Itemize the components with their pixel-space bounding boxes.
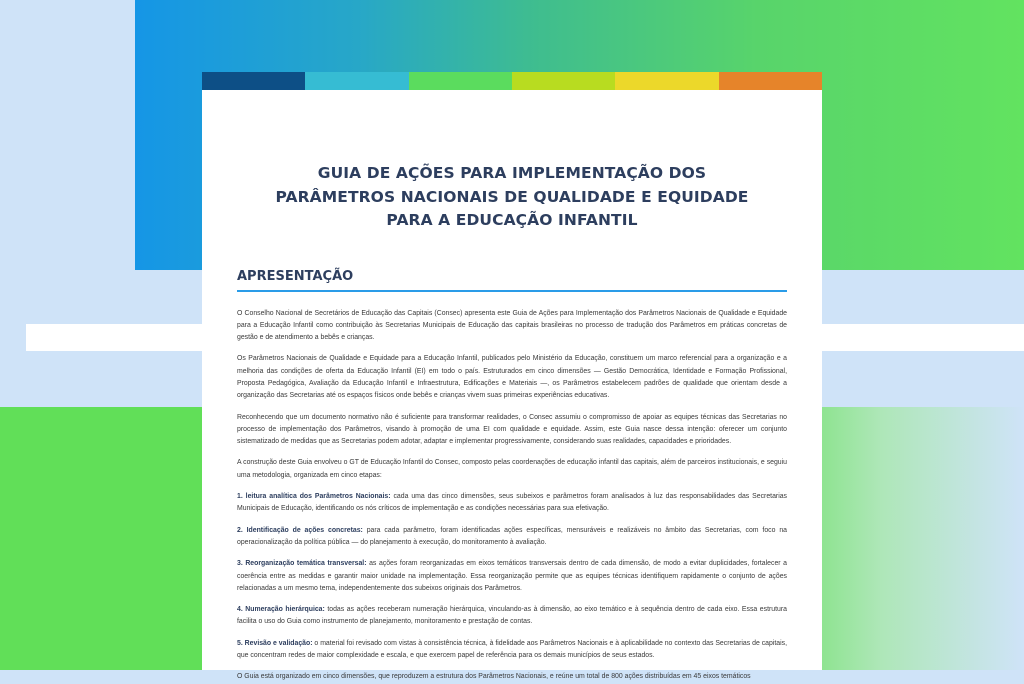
step-text: para cada parâmetro, foram identificadas ações específicas, mensuráveis e realizáveis no âmbito das Secretarias, com foco na operacionalização da política pública — do planejamento à execução, do monitoramento à avaliação. <box>237 526 787 546</box>
step-title: 3. Reorganização temática transversal: <box>237 560 367 568</box>
stripe-green <box>409 72 512 90</box>
stripe-yellow <box>615 72 718 90</box>
document-page <box>202 72 822 681</box>
section-heading: APRESENTAÇÃO <box>237 269 787 292</box>
methodology-step <box>237 604 787 629</box>
title-line: PARA A EDUCAÇÃO INFANTIL <box>386 211 638 229</box>
paragraph: Reconhecendo que um documento normativo não é suficiente para transformar realidades, o Consec assumiu o compromisso de apoiar as equipes técnicas das Secretarias no processo de implementação dos Parâmetros, visando à promoção de uma EI com qualidade e equidade. Assim, este Guia nasce dessa intenção: oferecer um conjunto sistematizado de medidas que as Secretarias podem adotar, adaptar e implementar progressivamente, considerando suas realidades, capacidades e prioridades. <box>237 413 787 446</box>
step-text: o material foi revisado com vistas à consistência técnica, à fidelidade aos Parâmetros Nacionais e à aplicabilidade no contexto das Secretarias de capitais, que concentram redes de maior complexidade e escala, e que exercem papel de referência para os demais municípios de seus estados. <box>237 639 787 660</box>
step-title: 5. Revisão e validação: <box>237 639 313 647</box>
stripe-cyan <box>305 72 408 90</box>
document-title <box>202 162 822 233</box>
step-text: as ações foram reorganizadas em eixos temáticos transversais dentro de cada dimensão, de modo a evitar duplicidades, fortalecer a coerência entre as medidas e garantir maior unidade na implementação. Essa reorganização permite que as equipes técnicas identifiquem rapidamente o conjunto de ações relacionadas a um mesmo tema, independentemente dos subeixos originais dos Parâmetros. <box>237 560 787 592</box>
paragraph: O Conselho Nacional de Secretários de Educação das Capitais (Consec) apresenta este Guia de Ações para Implementação dos Parâmetros Nacionais de Qualidade e Equidade para a Educação Infantil como contribuição às Secretarias Municipais de Educação das capitais brasileiras no processo de tradução dos Parâmetros em práticas concretas de gestão e de atendimento a bebês e crianças. <box>237 309 787 342</box>
step-title: 1. leitura analítica dos Parâmetros Nacionais: <box>237 493 391 501</box>
step-title: 2. Identificação de ações concretas: <box>237 526 363 534</box>
paragraph: A construção deste Guia envolveu o GT de Educação Infantil do Consec, composto pelas coordenações de educação infantil das capitais, além de parceiros institucionais, e seguiu uma metodologia, organizada em cinco etapas: <box>237 459 787 479</box>
methodology-step <box>237 491 787 516</box>
methodology-step <box>237 558 787 595</box>
title-line: PARÂMETROS NACIONAIS DE QUALIDADE E EQUIDADE <box>275 187 749 206</box>
stripe-orange <box>719 72 822 90</box>
methodology-step <box>237 638 787 663</box>
step-text: cada uma das cinco dimensões, seus subeixos e parâmetros foram analisados à luz das responsabilidades das Secretarias Municipais de Educação, identificando os nós críticos de implementação e as condições necessárias para sua efetivação. <box>237 493 788 513</box>
title-line: GUIA DE AÇÕES PARA IMPLEMENTAÇÃO DOS <box>317 164 707 182</box>
stripe-navy <box>202 72 305 90</box>
paragraph: O Guia está organizado em cinco dimensões, que reproduzem a estrutura dos Parâmetros Nacionais, e reúne um total de 800 ações distribuídas em 45 eixos temáticos <box>237 673 751 681</box>
document-body <box>237 308 787 684</box>
stripe-lime <box>512 72 615 90</box>
methodology-step <box>237 525 787 550</box>
step-text: todas as ações receberam numeração hierárquica, vinculando-as à dimensão, ao eixo temático e à sequência dentro de cada eixo. Essa estrutura facilita o uso do Guia como instrumento de planejamento, monitoramento e prestação de contas. <box>237 606 787 626</box>
color-stripe-bar <box>202 72 822 90</box>
paragraph: Os Parâmetros Nacionais de Qualidade e Equidade para a Educação Infantil, publicados pelo Ministério da Educação, constituem um marco referencial para a organização e a melhoria das condições de oferta da Educação Infantil (EI) em todo o país. Estruturados em cinco dimensões — Gestão Democrática, Identidade e Formação Profissional, Proposta Pedagógica, Avaliação da Educação Infantil e Infraestrutura, Edificações e Materiais —, os Parâmetros estabelecem padrões de qualidade que orientam desde a organização das Secretarias até os espaços físicos onde bebês e crianças vivem suas primeiras experiências educativas. <box>237 355 787 400</box>
step-title: 4. Numeração hierárquica: <box>237 606 325 614</box>
